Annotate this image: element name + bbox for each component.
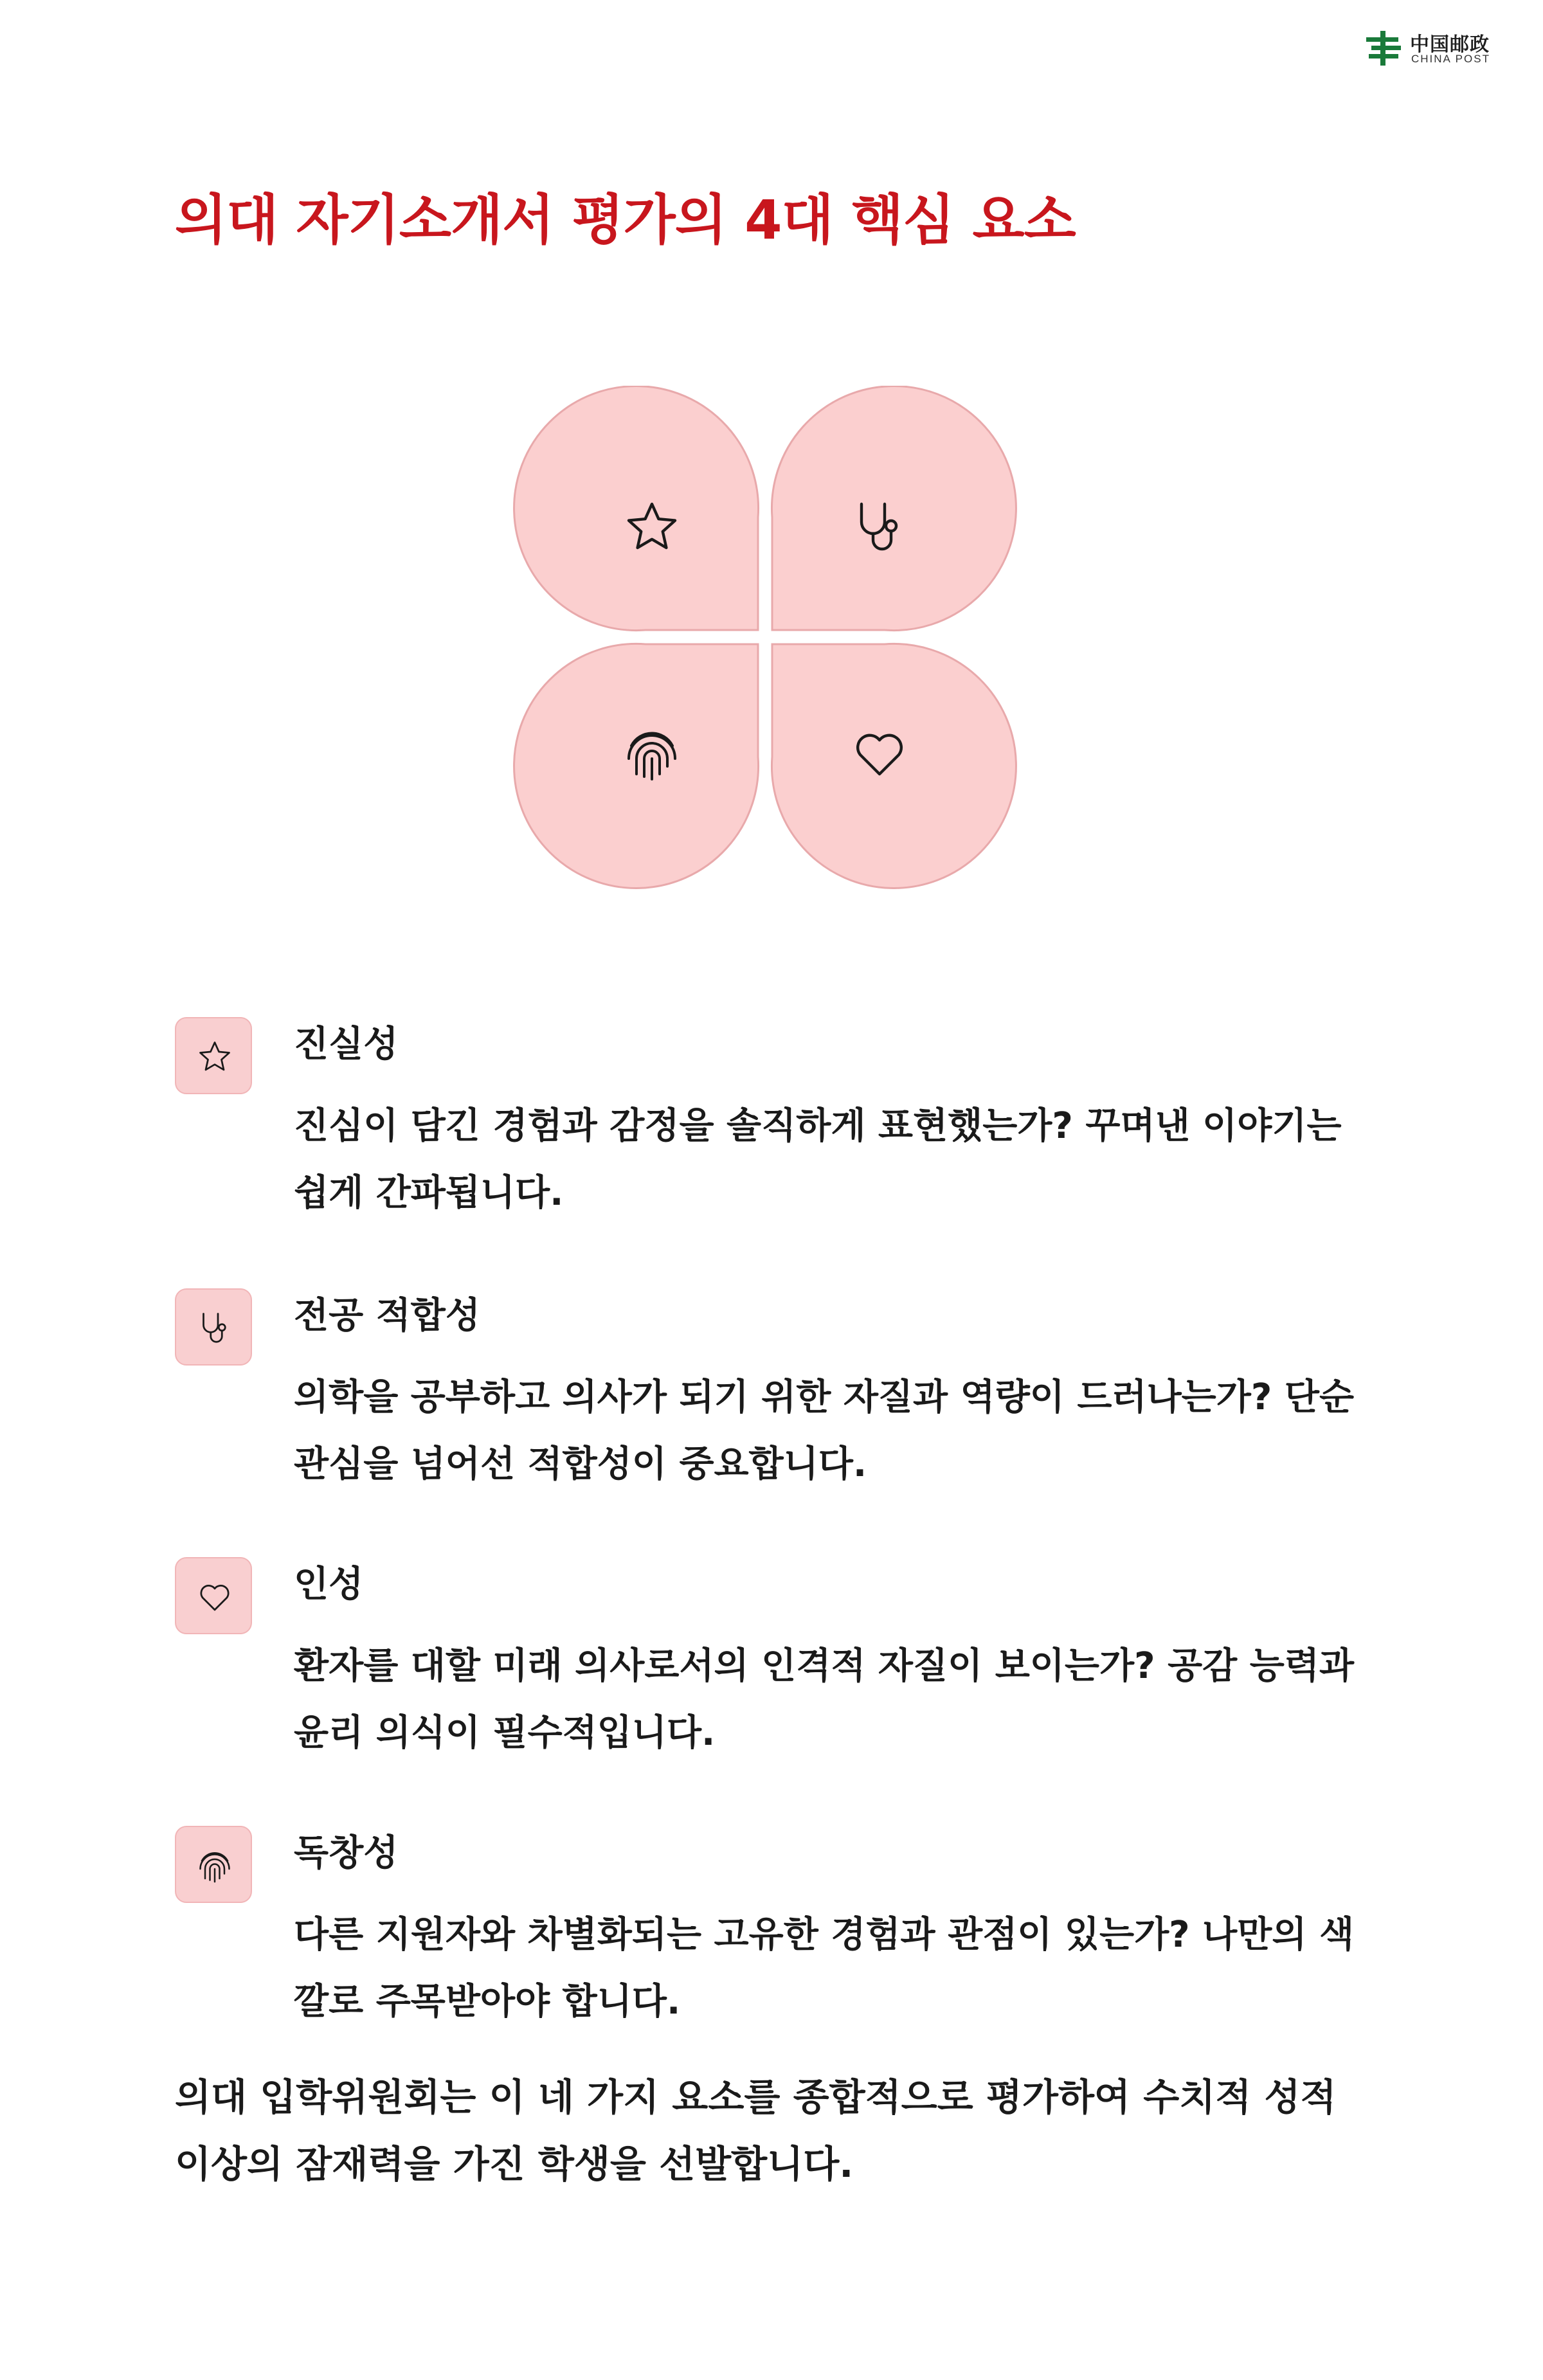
china-post-emblem-icon — [1366, 30, 1403, 67]
star-icon — [195, 1038, 234, 1076]
four-element-clover — [508, 386, 1035, 900]
star-icon — [621, 496, 683, 558]
china-post-logo — [1366, 27, 1514, 69]
item-heading: 독창성 — [294, 1832, 399, 1874]
fingerprint-icon — [621, 723, 683, 784]
item-description: 의학을 공부하고 의사가 되기 위한 자질과 역량이 드러나는가? 단순 관심을 넘어선 적합성이 중요합니다. — [294, 1376, 1355, 1485]
item-icon-box — [175, 1826, 252, 1903]
item-icon-box — [175, 1017, 252, 1094]
item-description: 진심이 담긴 경험과 감정을 솔직하게 표현했는가? 꾸며낸 이야기는 쉽게 간파됩니다. — [294, 1105, 1342, 1214]
page-title: 의대 자기소개서 평가의 4대 핵심 요소 — [175, 188, 1076, 251]
item-icon-box — [175, 1557, 252, 1634]
item-heading: 전공 적합성 — [294, 1295, 480, 1337]
stethoscope-icon — [849, 496, 910, 558]
heart-icon — [849, 723, 910, 784]
summary-paragraph: 의대 입학위원회는 이 네 가지 요소를 종합적으로 평가하여 수치적 성적 이상의 잠재력을 가진 학생을 선발합니다. — [175, 2075, 1337, 2186]
logo-name-en: CHINA POST — [1411, 53, 1490, 65]
item-heading: 인성 — [294, 1564, 364, 1605]
item-description: 다른 지원자와 차별화되는 고유한 경험과 관점이 있는가? 나만의 색깔로 주목받아야 합니다. — [294, 1914, 1355, 2023]
fingerprint-icon — [195, 1846, 234, 1885]
stethoscope-icon — [195, 1309, 234, 1348]
item-description: 환자를 대할 미래 의사로서의 인격적 자질이 보이는가? 공감 능력과 윤리 의식이 필수적입니다. — [294, 1645, 1355, 1754]
item-icon-box — [175, 1288, 252, 1366]
item-heading: 진실성 — [294, 1023, 399, 1065]
logo-name-cn: 中国邮政 — [1410, 33, 1490, 56]
heart-icon — [195, 1578, 234, 1616]
